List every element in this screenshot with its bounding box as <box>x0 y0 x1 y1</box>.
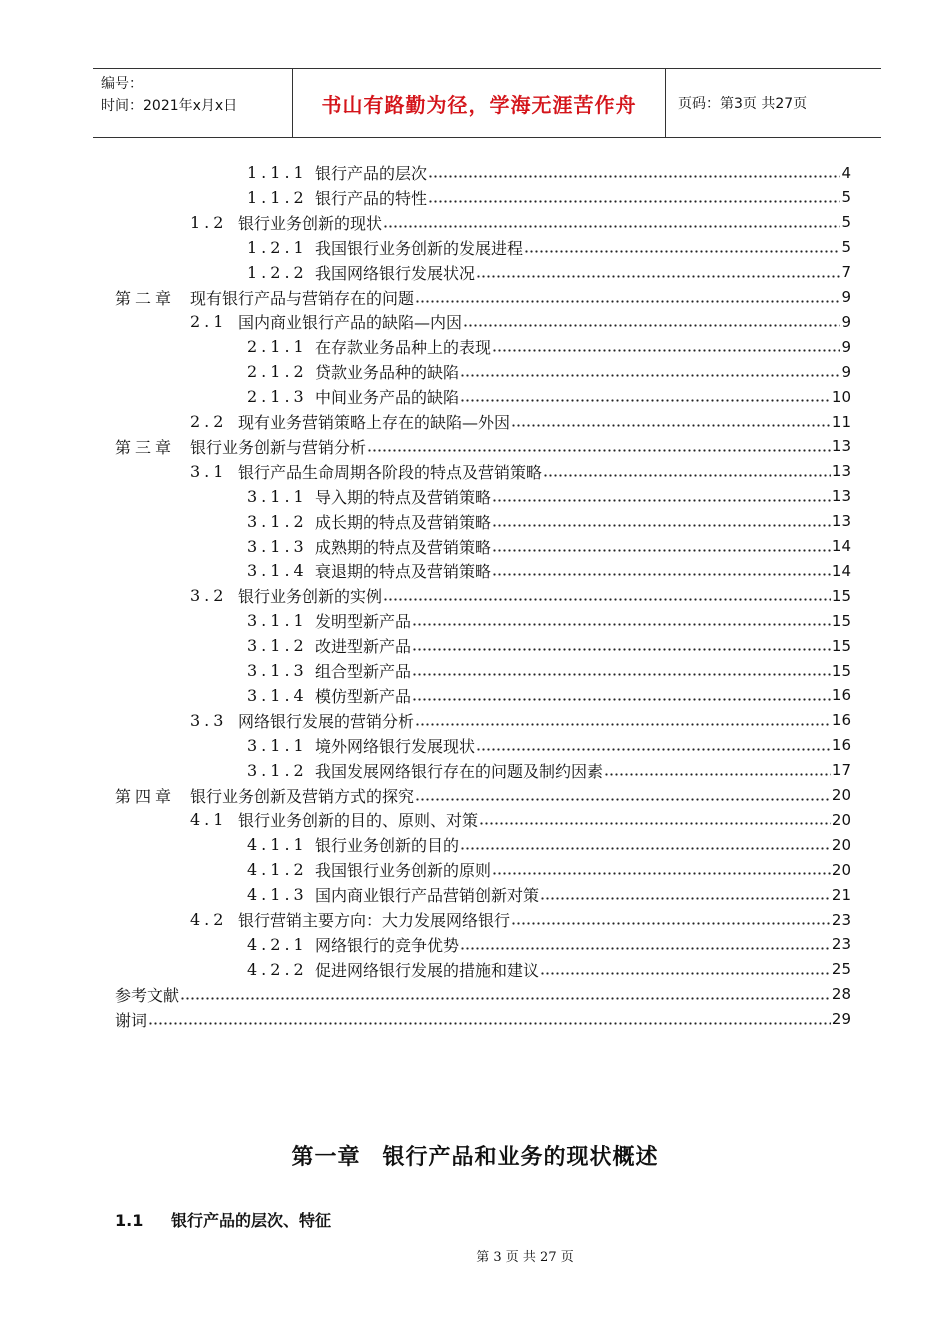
toc-entry-number: 4.1.1 <box>247 835 308 855</box>
toc-leader-dots <box>511 409 831 434</box>
toc-entry-page: 13 <box>831 437 851 456</box>
toc-entry-number: 4.2 <box>190 910 228 929</box>
toc-leader-dots <box>492 558 831 583</box>
toc-entry-number: 4.2.2 <box>247 959 308 979</box>
toc-entry <box>247 484 851 509</box>
time-label: 时间：2021年x月x日 <box>101 98 238 114</box>
chapter-title: 银行产品和业务的现状概述 <box>382 1145 659 1170</box>
toc-entry-page: 16 <box>831 686 851 705</box>
toc-entry-page: 15 <box>831 586 851 605</box>
toc-entry-title: 银行业务创新及营销方式的探究 <box>190 786 415 806</box>
toc-entry-number: 3.1.1 <box>247 611 308 631</box>
toc-entry-page: 7 <box>841 263 851 282</box>
toc-entry <box>247 509 851 534</box>
toc-entry-page: 5 <box>841 238 851 257</box>
header-slogan: 书山有路勤为径，学海无涯苦作舟 <box>293 69 666 137</box>
page-header <box>93 68 881 138</box>
toc-leader-dots <box>492 484 831 509</box>
toc-entry-number: 1.2.1 <box>247 237 308 257</box>
toc-entry-page: 10 <box>831 387 851 406</box>
toc-entry-page: 15 <box>831 661 851 680</box>
toc-leader-dots <box>415 708 831 733</box>
toc-entry-number: 3.1 <box>190 461 228 481</box>
toc-entry-title: 现有银行产品与营销存在的问题 <box>190 288 415 308</box>
toc-entry-title: 成长期的特点及营销策略 <box>315 512 492 532</box>
toc-leader-dots <box>412 608 831 633</box>
toc-entry-page: 20 <box>831 860 851 879</box>
toc-entry-page: 23 <box>831 935 851 954</box>
toc-entry-number: 4.1.2 <box>247 860 308 880</box>
toc-entry-title: 模仿型新产品 <box>315 686 412 706</box>
toc-entry-title: 网络银行的竞争优势 <box>315 935 460 955</box>
toc-leader-dots <box>383 583 831 608</box>
toc-leader-dots <box>604 758 831 783</box>
toc-entry-page: 5 <box>841 213 851 232</box>
toc-entry <box>247 882 851 907</box>
toc-entry-page: 20 <box>831 786 851 804</box>
toc-entry <box>190 807 851 832</box>
toc-leader-dots <box>543 459 831 484</box>
toc-entry <box>115 434 851 459</box>
toc-entry-title: 银行产品生命周期各阶段的特点及营销策略 <box>238 462 543 482</box>
toc-entry-title: 发明型新产品 <box>315 612 412 632</box>
toc-entry-number: 3.1.2 <box>247 636 308 656</box>
toc-entry-page: 20 <box>831 835 851 854</box>
toc-entry-title: 银行营销主要方向：大力发展网络银行 <box>238 911 511 930</box>
toc-entry <box>247 832 851 857</box>
toc-entry <box>247 235 851 260</box>
toc-entry-number: 第四章 <box>115 786 176 806</box>
toc-entry <box>247 534 851 559</box>
toc-entry <box>190 907 851 932</box>
toc-entry-number: 3.1.1 <box>247 486 308 506</box>
toc-entry-title: 在存款业务品种上的表现 <box>315 338 492 358</box>
toc-entry <box>190 409 851 434</box>
toc-entry-title: 参考文献 <box>115 985 180 1005</box>
toc-entry-page: 4 <box>841 163 851 182</box>
toc-leader-dots <box>412 658 831 683</box>
toc-entry <box>247 558 851 583</box>
toc-entry-title: 银行业务创新的实例 <box>238 587 383 607</box>
toc-entry-title: 国内商业银行产品营销创新对策 <box>315 886 540 906</box>
toc-entry-title: 银行业务创新的目的 <box>315 836 460 856</box>
chapter-number: 第一章 <box>291 1145 361 1170</box>
toc-leader-dots <box>463 309 840 334</box>
toc-leader-dots <box>492 857 831 882</box>
toc-leader-dots <box>492 534 831 559</box>
toc-entry-page: 14 <box>831 537 851 555</box>
toc-entry-page: 28 <box>831 985 851 1004</box>
toc-entry-title: 银行产品的层次 <box>315 164 428 183</box>
toc-leader-dots <box>412 633 831 658</box>
toc-entry-number: 4.2.1 <box>247 934 308 954</box>
toc-entry-number: 3.1.1 <box>247 735 308 755</box>
toc-entry-number: 3.1.2 <box>247 511 308 531</box>
toc-entry-title: 组合型新产品 <box>315 662 412 681</box>
toc-leader-dots <box>367 434 831 459</box>
toc-entry-page: 29 <box>831 1010 851 1029</box>
toc-leader-dots <box>415 285 840 310</box>
toc-entry-number: 3.1.4 <box>247 561 308 581</box>
toc-entry-number: 4.1 <box>190 810 228 830</box>
toc-entry <box>115 285 851 310</box>
toc-leader-dots <box>428 185 840 210</box>
toc-entry-number: 3.2 <box>190 586 228 606</box>
toc-entry <box>247 758 851 783</box>
toc-entry-page: 9 <box>841 288 851 306</box>
toc-entry-number: 2.1.3 <box>247 387 308 407</box>
section-number: 1.1 <box>115 1211 144 1230</box>
toc-leader-dots <box>415 783 831 808</box>
toc-entry-title: 现有业务营销策略上存在的缺陷—外因 <box>238 413 511 432</box>
toc-entry-title: 我国网络银行发展状况 <box>315 263 476 283</box>
toc-entry-page: 9 <box>841 312 851 331</box>
toc-entry <box>247 384 851 409</box>
toc-entry-title: 衰退期的特点及营销策略 <box>315 562 492 582</box>
toc-entry-title: 境外网络银行发展现状 <box>315 736 476 756</box>
toc-entry <box>247 733 851 758</box>
toc-entry <box>247 608 851 633</box>
toc-entry-page: 13 <box>831 512 851 531</box>
toc-leader-dots <box>540 957 831 982</box>
toc-entry-title: 银行业务创新与营销分析 <box>190 437 367 457</box>
toc-entry-number: 1.2 <box>190 212 228 232</box>
page-footer: 第 3 页 共 27 页 <box>476 1250 574 1265</box>
toc-entry-page: 9 <box>841 337 851 356</box>
toc-entry <box>247 633 851 658</box>
toc-entry-number: 3.1.4 <box>247 685 308 705</box>
toc-leader-dots <box>460 359 840 384</box>
toc-entry-number: 3.1.2 <box>247 760 308 780</box>
toc-entry <box>247 260 851 285</box>
toc-entry <box>115 783 851 808</box>
toc-entry-title: 我国银行业务创新的发展进程 <box>315 238 524 258</box>
section-title: 银行产品的层次、特征 <box>171 1211 332 1230</box>
toc-entry-title: 银行业务创新的现状 <box>238 213 383 233</box>
toc-entry-number: 1.1.2 <box>247 187 308 207</box>
chapter-heading <box>0 1140 950 1171</box>
toc-entry-title: 贷款业务品种的缺陷 <box>315 363 460 383</box>
toc-entry-number: 4.1.3 <box>247 885 308 905</box>
toc-leader-dots <box>492 334 840 359</box>
toc-entry <box>247 957 851 982</box>
toc-entry <box>247 658 851 683</box>
header-page-info: 页码：第3页 共27页 <box>678 96 808 112</box>
toc-leader-dots <box>476 260 840 285</box>
toc-entry-page: 15 <box>831 636 851 655</box>
toc-leader-dots <box>180 982 831 1007</box>
toc-leader-dots <box>479 807 831 832</box>
toc-entry-page: 16 <box>831 711 851 730</box>
toc-entry <box>247 185 851 210</box>
toc-leader-dots <box>476 733 831 758</box>
toc-entry <box>247 857 851 882</box>
toc-leader-dots <box>524 235 840 260</box>
toc-entry-title: 改进型新产品 <box>315 637 412 657</box>
toc-leader-dots <box>148 1007 831 1032</box>
toc-entry-number: 2.2 <box>190 412 228 431</box>
toc-entry-title: 网络银行发展的营销分析 <box>238 711 415 731</box>
toc-leader-dots <box>511 907 831 932</box>
toc-leader-dots <box>412 683 831 708</box>
toc-entry-title: 银行业务创新的目的、原则、对策 <box>238 811 479 831</box>
toc-entry-title: 我国银行业务创新的原则 <box>315 861 492 881</box>
toc-entry-page: 11 <box>831 412 851 431</box>
toc-entry-number: 3.1.3 <box>247 536 308 556</box>
toc-entry <box>190 583 851 608</box>
toc-entry-number: 第三章 <box>115 437 176 457</box>
section-heading <box>115 1208 331 1231</box>
toc-entry <box>190 459 851 484</box>
toc-entry <box>115 1007 851 1032</box>
toc-leader-dots <box>540 882 831 907</box>
toc-entry-number: 2.1.2 <box>247 362 308 382</box>
toc-entry <box>247 160 851 185</box>
toc-entry <box>247 359 851 384</box>
toc-entry-page: 5 <box>841 188 851 207</box>
toc-entry-page: 13 <box>831 462 851 481</box>
toc-leader-dots <box>383 210 840 235</box>
toc-entry-page: 14 <box>831 561 851 580</box>
header-meta <box>93 69 293 137</box>
toc-entry <box>115 982 851 1007</box>
toc-entry-page: 21 <box>831 885 851 904</box>
toc-entry-page: 9 <box>841 362 851 381</box>
toc-leader-dots <box>460 384 831 409</box>
toc-leader-dots <box>460 932 831 957</box>
toc-entry <box>247 334 851 359</box>
toc-entry-page: 25 <box>831 960 851 979</box>
toc-entry-title: 谢词 <box>115 1010 148 1030</box>
toc-entry-title: 成熟期的特点及营销策略 <box>315 537 492 557</box>
toc-entry-page: 23 <box>831 910 851 929</box>
number-label: 编号： <box>101 76 143 92</box>
toc-entry <box>190 210 851 235</box>
toc-entry-number: 2.1.1 <box>247 337 308 357</box>
toc-leader-dots <box>428 160 840 185</box>
toc-entry-number: 2.1 <box>190 312 228 332</box>
toc-entry-page: 20 <box>831 810 851 829</box>
toc-entry-number: 3.1.3 <box>247 661 308 680</box>
toc-entry-page: 17 <box>831 761 851 780</box>
toc-entry-title: 中间业务产品的缺陷 <box>315 388 460 408</box>
toc-entry-number: 第二章 <box>115 288 176 308</box>
toc-entry-page: 15 <box>831 611 851 630</box>
toc-entry-number: 3.3 <box>190 710 228 730</box>
toc-leader-dots <box>492 509 831 534</box>
toc-entry-number: 1.1.1 <box>247 163 308 182</box>
toc-entry <box>247 683 851 708</box>
toc-entry-title: 促进网络银行发展的措施和建议 <box>315 960 540 980</box>
toc-entry-title: 国内商业银行产品的缺陷—内因 <box>238 313 463 333</box>
toc-entry-title: 银行产品的特性 <box>315 188 428 208</box>
toc-entry-title: 导入期的特点及营销策略 <box>315 487 492 507</box>
toc-leader-dots <box>460 832 831 857</box>
toc-entry <box>190 708 851 733</box>
toc-entry-title: 我国发展网络银行存在的问题及制约因素 <box>315 761 604 781</box>
toc-entry <box>190 309 851 334</box>
toc-entry-number: 1.2.2 <box>247 262 308 282</box>
toc-entry-page: 16 <box>831 736 851 755</box>
toc-entry <box>247 932 851 957</box>
toc-entry-page: 13 <box>831 487 851 506</box>
